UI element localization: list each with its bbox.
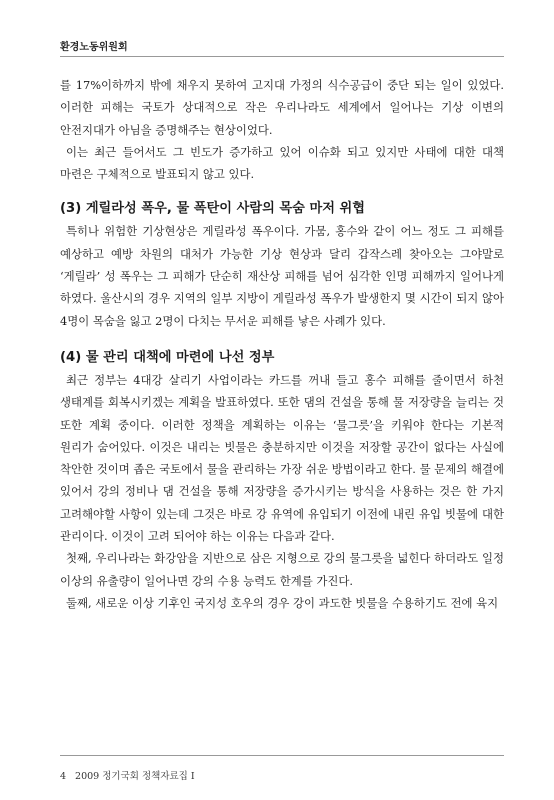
body-paragraph: 첫째, 우리나라는 화강암을 지반으로 삼은 지형으로 강의 물그릇을 넓힌다 하더라도 일정 이상의 유출량이 일어나면 강의 수용 능력도 한계를 가진다.	[60, 551, 504, 588]
footer-rule	[60, 755, 504, 756]
page-body	[60, 74, 504, 614]
body-paragraph: 를 17%이하까지 밖에 채우지 못하여 고지대 가정의 식수공급이 중단 되는 일이 있었다. 이러한 피해는 국토가 상대적으로 작은 우리나라도 세계에서 일어나는 기상 이변의 안전지대가 아님을 증명해주는 현상이었다.	[60, 78, 504, 137]
body-paragraph: 둘째, 새로운 이상 기후인 국지성 호우의 경우 강이 과도한 빗물을 수용하기도 전에 육지	[66, 595, 499, 610]
page-number: 4	[60, 771, 67, 782]
publication-title: 2009 정기국회 정책자료집 I	[75, 771, 195, 782]
running-footer	[60, 768, 504, 782]
body-paragraph: 이는 최근 들어서도 그 빈도가 증가하고 있어 이슈화 되고 있지만 사태에 대한 대책 마련은 구체적으로 발표되지 않고 있다.	[60, 144, 504, 182]
section-heading-3: (3) 게릴라성 폭우, 물 폭탄이 사람의 목숨 마저 위협	[60, 201, 366, 217]
body-paragraph: 특히나 위험한 기상현상은 게릴라성 폭우이다. 가뭄, 홍수와 같이 어느 정도 그 피해를 예상하고 예방 차원의 대처가 가능한 기상 현상과 달리 갑작스레 찾아오는 그야말로 ‘게릴라’ 성 폭우는 그 피해가 단순히 재산상 피해를 넘어 심각한 인명 피해까지 일어나게 하였다. 울산시의 경우 지역의 일부 지방이 게릴라성 폭우가 발생한지 몇 시간이 되지 않아 4명이 목숨을 잃고 2명이 다치는 무서운 피해를 낳은 사례가 있다.	[60, 224, 504, 328]
section-heading-4: (4) 물 관리 대책에 마련에 나선 정부	[60, 349, 275, 365]
body-paragraph: 최근 정부는 4대강 살리기 사업이라는 카드를 꺼내 들고 홍수 피해를 줄이면서 하천 생태계를 회복시키겠는 계획을 발표하였다. 또한 댐의 건설을 통해 물 저장량을 늘리는 것 또한 계획 중이다. 이러한 정책을 계획하는 이유는 ‘물그릇’을 키워야 한다는 기본적 원리가 숨어있다. 이것은 내리는 빗물은 충분하지만 이것을 저장할 공간이 없다는 사실에 착안한 것이며 좁은 국토에서 물을 관리하는 가장 쉬운 방법이라고 한다. 물 문제의 해결에 있어서 강의 정비나 댐 건설을 통해 저장량을 증가시키는 방식을 사용하는 것은 한 가지 고려해야할 사항이 있는데 그것은 바로 강 유역에 유입되기 이전에 내린 유입 빗물에 대한 관리이다. 이것이 고려 되어야 하는 이유는 다음과 같다.	[60, 372, 504, 544]
running-header: 환경노동위원회	[60, 42, 128, 53]
header-rule	[60, 56, 504, 57]
